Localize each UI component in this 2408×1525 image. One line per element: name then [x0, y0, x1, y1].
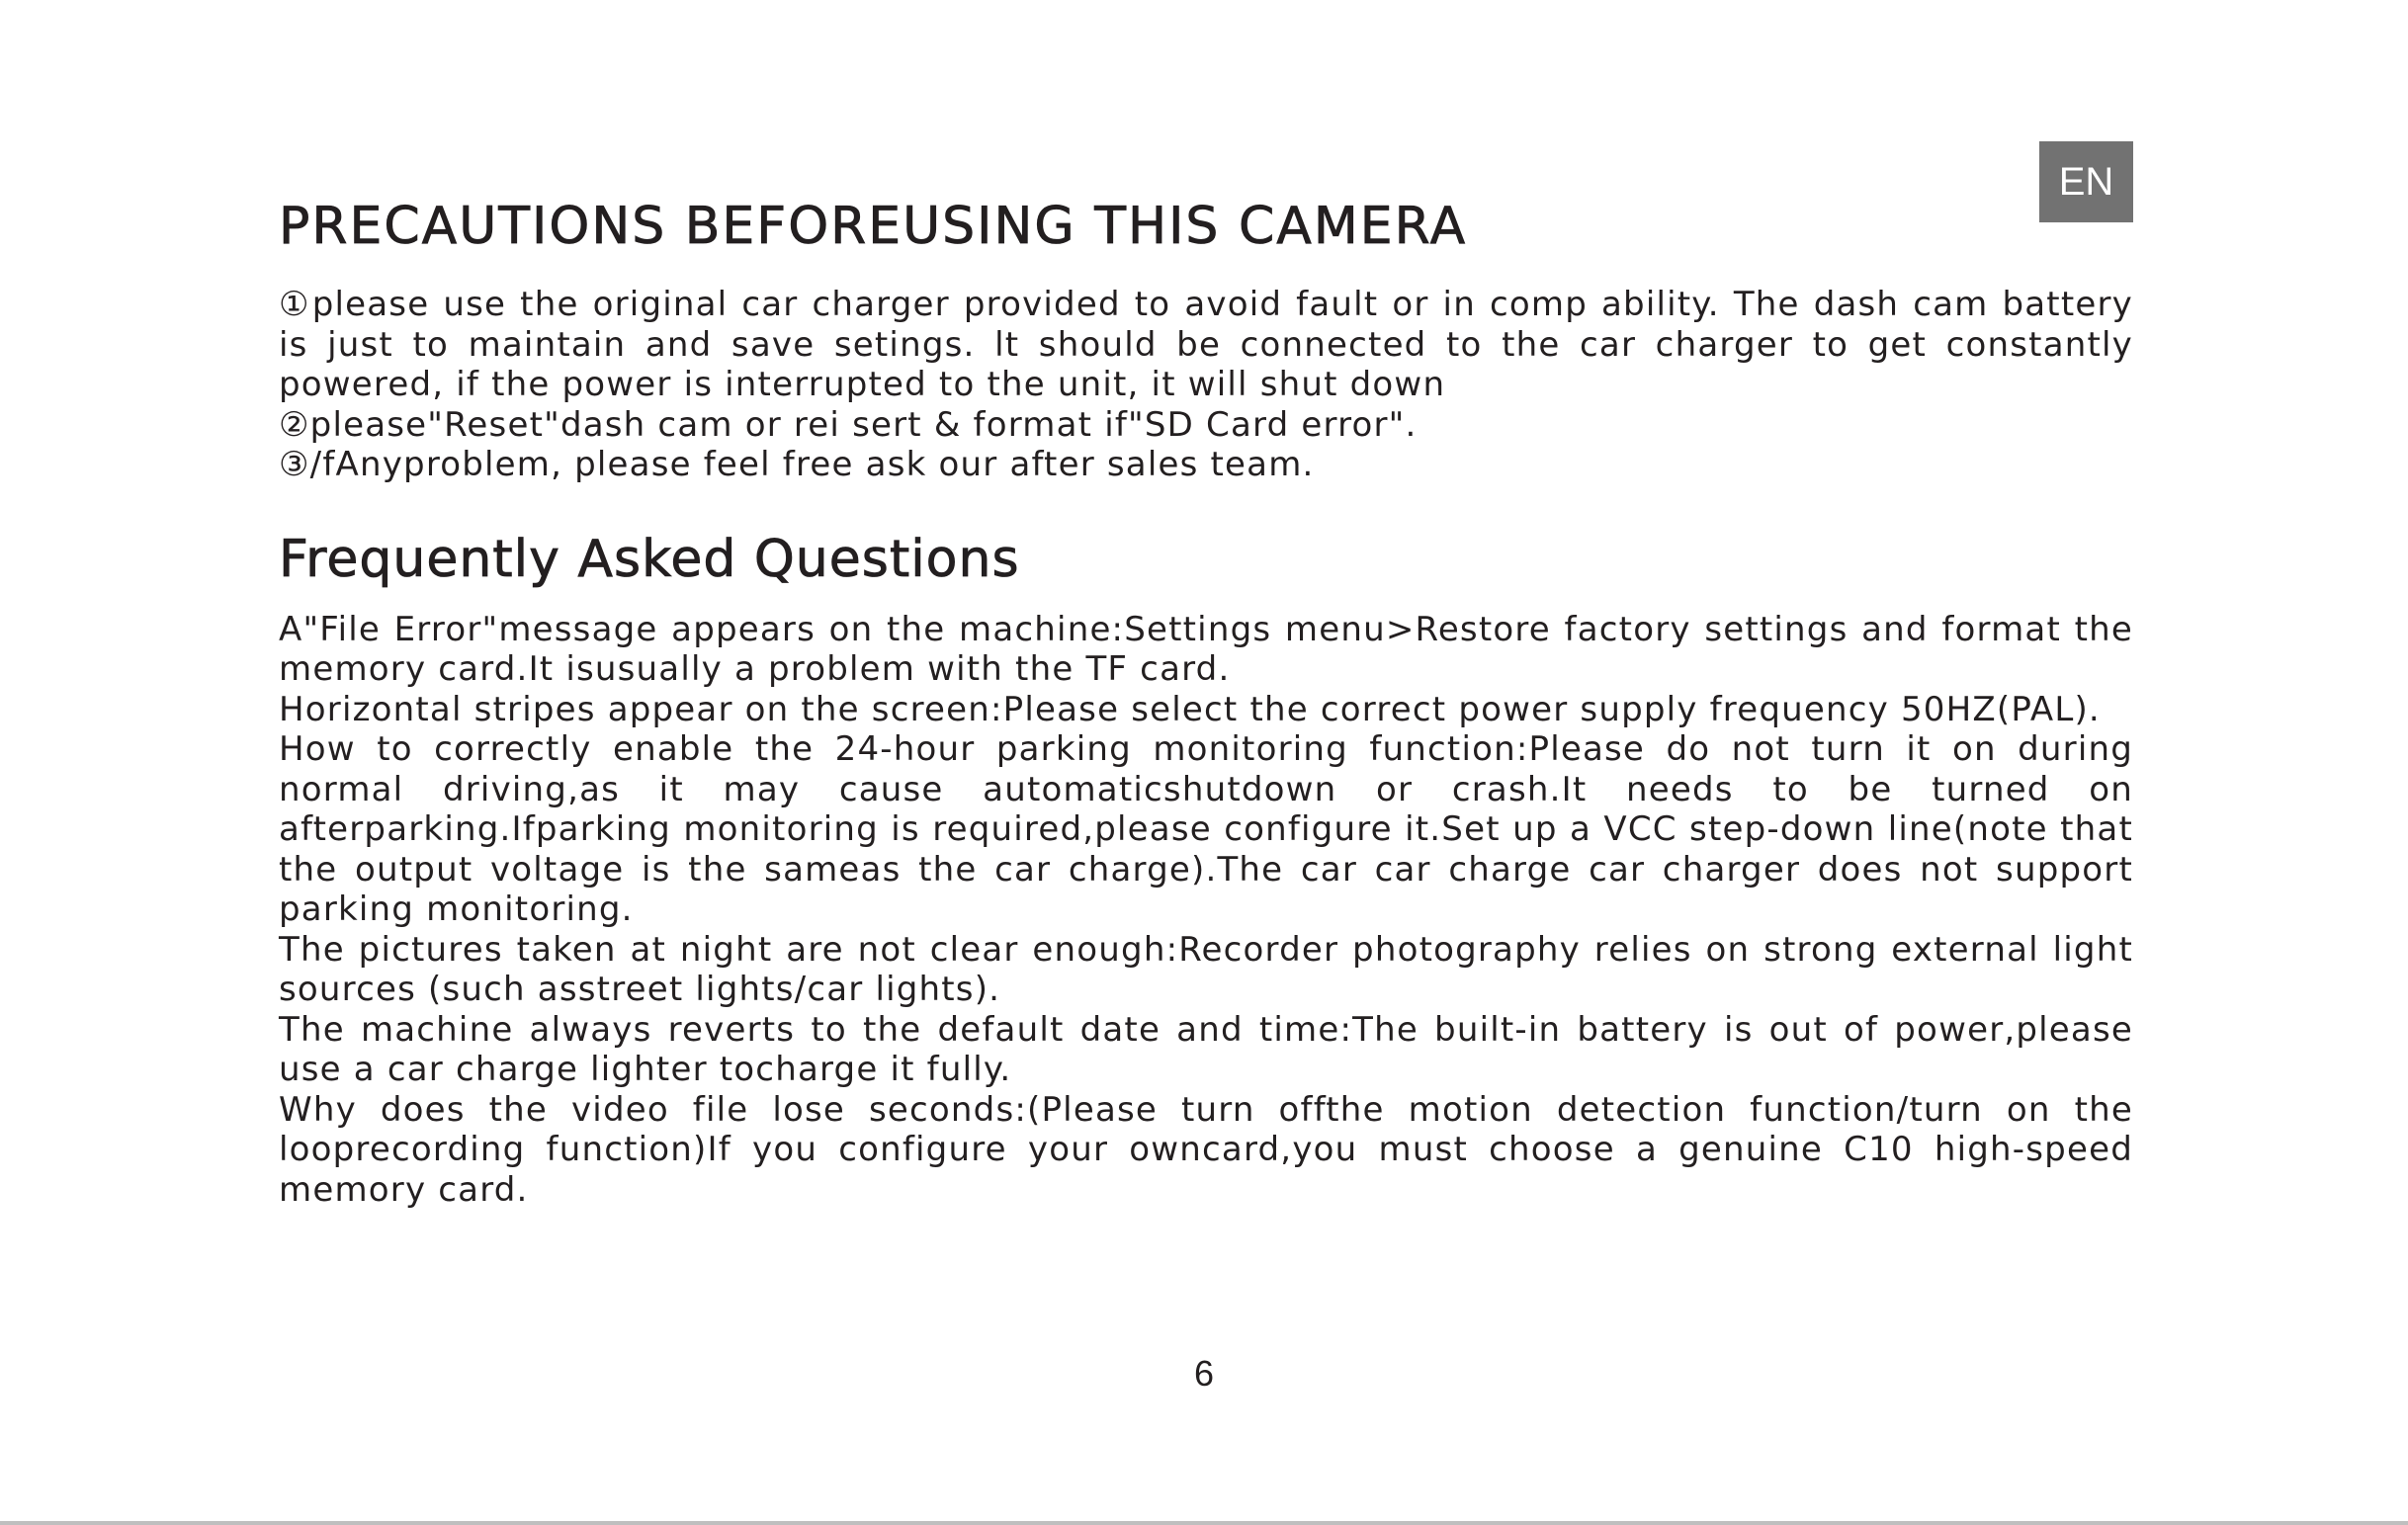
manual-page-content — [279, 194, 2133, 1210]
precautions-list — [279, 285, 2133, 485]
precaution-item-1: ①please use the original car charger provided to avoid fault or in comp ability. The dash cam battery is just to maintain and save setings. lt should be connected to the car charger to get constantly powered, if the power is interrupted to the unit, it will shut down — [279, 285, 2133, 404]
faq-item-night-pictures: The pictures taken at night are not clear enough:Recorder photography relies on strong external light sources (such asstreet lights/car lights). — [279, 929, 2133, 1009]
bottom-divider — [0, 1521, 2408, 1525]
precaution-item-3: ③/fAnyproblem, please feel free ask our after sales team. — [279, 445, 1315, 484]
faq-item-file-error: A"File Error"message appears on the machine:Settings menu>Restore factory settings and format the memory card.It isusually a problem with the TF card. — [279, 609, 2133, 689]
faq-title: Frequently Asked Questions — [279, 529, 1020, 589]
faq-item-horizontal-stripes: Horizontal stripes appear on the screen:Please select the correct power supply frequency 50HZ(PAL). — [279, 689, 2101, 729]
faq-item-video-seconds: Why does the video file lose seconds:(Please turn offthe motion detection function/turn on the looprecording function)If you configure your owncard,you must choose a genuine C10 high-speed memory card. — [279, 1089, 2133, 1210]
faq-item-parking-monitoring: How to correctly enable the 24-hour parking monitoring function:Please do not turn it on during normal driving,as it may cause automaticshutdown or crash.It needs to be turned on afterparking.Ifparking monitoring is required,please configure it.Set up a VCC step-down line(note that the output voltage is the sameas the car charge).The car car charge car charger does not support parking monitoring. — [279, 729, 2133, 929]
faq-item-default-date: The machine always reverts to the default date and time:The built-in battery is out of power,please use a car charge lighter tocharge it fully. — [279, 1009, 2133, 1089]
page-number: 6 — [1193, 1353, 1215, 1394]
precaution-item-2: ②please"Reset"dash cam or rei sert & format if"SD Card error". — [279, 404, 1418, 445]
precautions-title: PRECAUTIONS BEFOREUSING THIS CAMERA — [279, 197, 1468, 256]
faq-list — [279, 610, 2133, 1211]
language-badge: EN — [2039, 141, 2133, 222]
